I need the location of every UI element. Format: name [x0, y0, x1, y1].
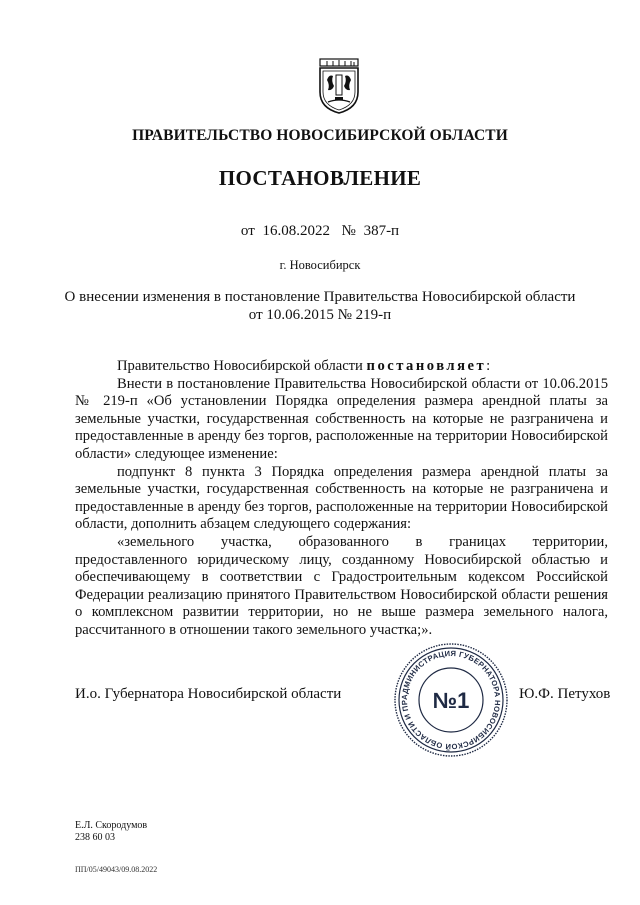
paragraph-3: «земельного участка, образованного в границах территории, предоставленного юридическому лицу, созданному Новосибирской областью и обеспечивающему в соответствии с Градостроительным кодексом Российской Федерации реализацию принятого Правительством Новосибирской области решения о комплексном развитии территории, но не выше размера земельного налога, рассчитанного в отношении такого земельного участка;». — [75, 533, 608, 638]
decree-prefix: Правительство Новосибирской области — [117, 358, 363, 374]
date-number-line — [0, 223, 640, 240]
city: г. Новосибирск — [279, 258, 361, 272]
official-stamp — [392, 641, 510, 759]
stamp-text: АДМИНИСТРАЦИЯ ГУБЕРНАТОРА НОВОСИБИРСКОЙ ОБЛАСТИ И ПР — [399, 648, 503, 752]
coat-of-arms-icon — [316, 58, 362, 114]
signatory-name: Ю.Ф. Петухов — [519, 686, 611, 702]
signatory-position: И.о. Губернатора Новосибирской области — [75, 686, 342, 702]
paragraph-1: Внести в постановление Правительства Новосибирской области от 10.06.2015 № 219-п «Об установлении Порядка определения размера арендной платы за земельные участки, государственная собственность на которые не разграничена и предоставленные в аренду без торгов, расположенные на территории Новосибирской области» следующее изменение: — [75, 375, 608, 462]
executor-block — [75, 820, 147, 844]
document-date: 16.08.2022 — [262, 223, 330, 239]
date-prefix: от — [240, 223, 255, 239]
subject-line-2: от 10.06.2015 № 219-п — [248, 307, 392, 323]
executor-name: Е.Л. Скородумов — [75, 820, 148, 831]
decree-suffix: : — [486, 358, 491, 374]
number-prefix: № — [341, 223, 356, 239]
document-type: ПОСТАНОВЛЕНИЕ — [218, 166, 422, 190]
document-number: 387-п — [363, 223, 400, 239]
document-code: ПП/05/49043/09.08.2022 — [75, 865, 158, 874]
organization-title: ПРАВИТЕЛЬСТВО НОВОСИБИРСКОЙ ОБЛАСТИ — [132, 127, 508, 144]
decree-word: постановляет — [366, 358, 487, 374]
paragraph-2: подпункт 8 пункта 3 Порядка определения размера арендной платы за земельные участки, государственная собственность на которые не разграничена и предоставленные в аренду без торгов, расположенные на территории Новосибирской области, дополнить абзацем следующего содержания: — [75, 463, 608, 533]
executor-phone: 238 60 03 — [75, 832, 115, 843]
subject-line-1: О внесении изменения в постановление Правительства Новосибирской области — [64, 289, 576, 305]
document-body — [75, 358, 608, 640]
stamp-number: №1 — [432, 688, 470, 713]
decree-line — [75, 358, 608, 376]
